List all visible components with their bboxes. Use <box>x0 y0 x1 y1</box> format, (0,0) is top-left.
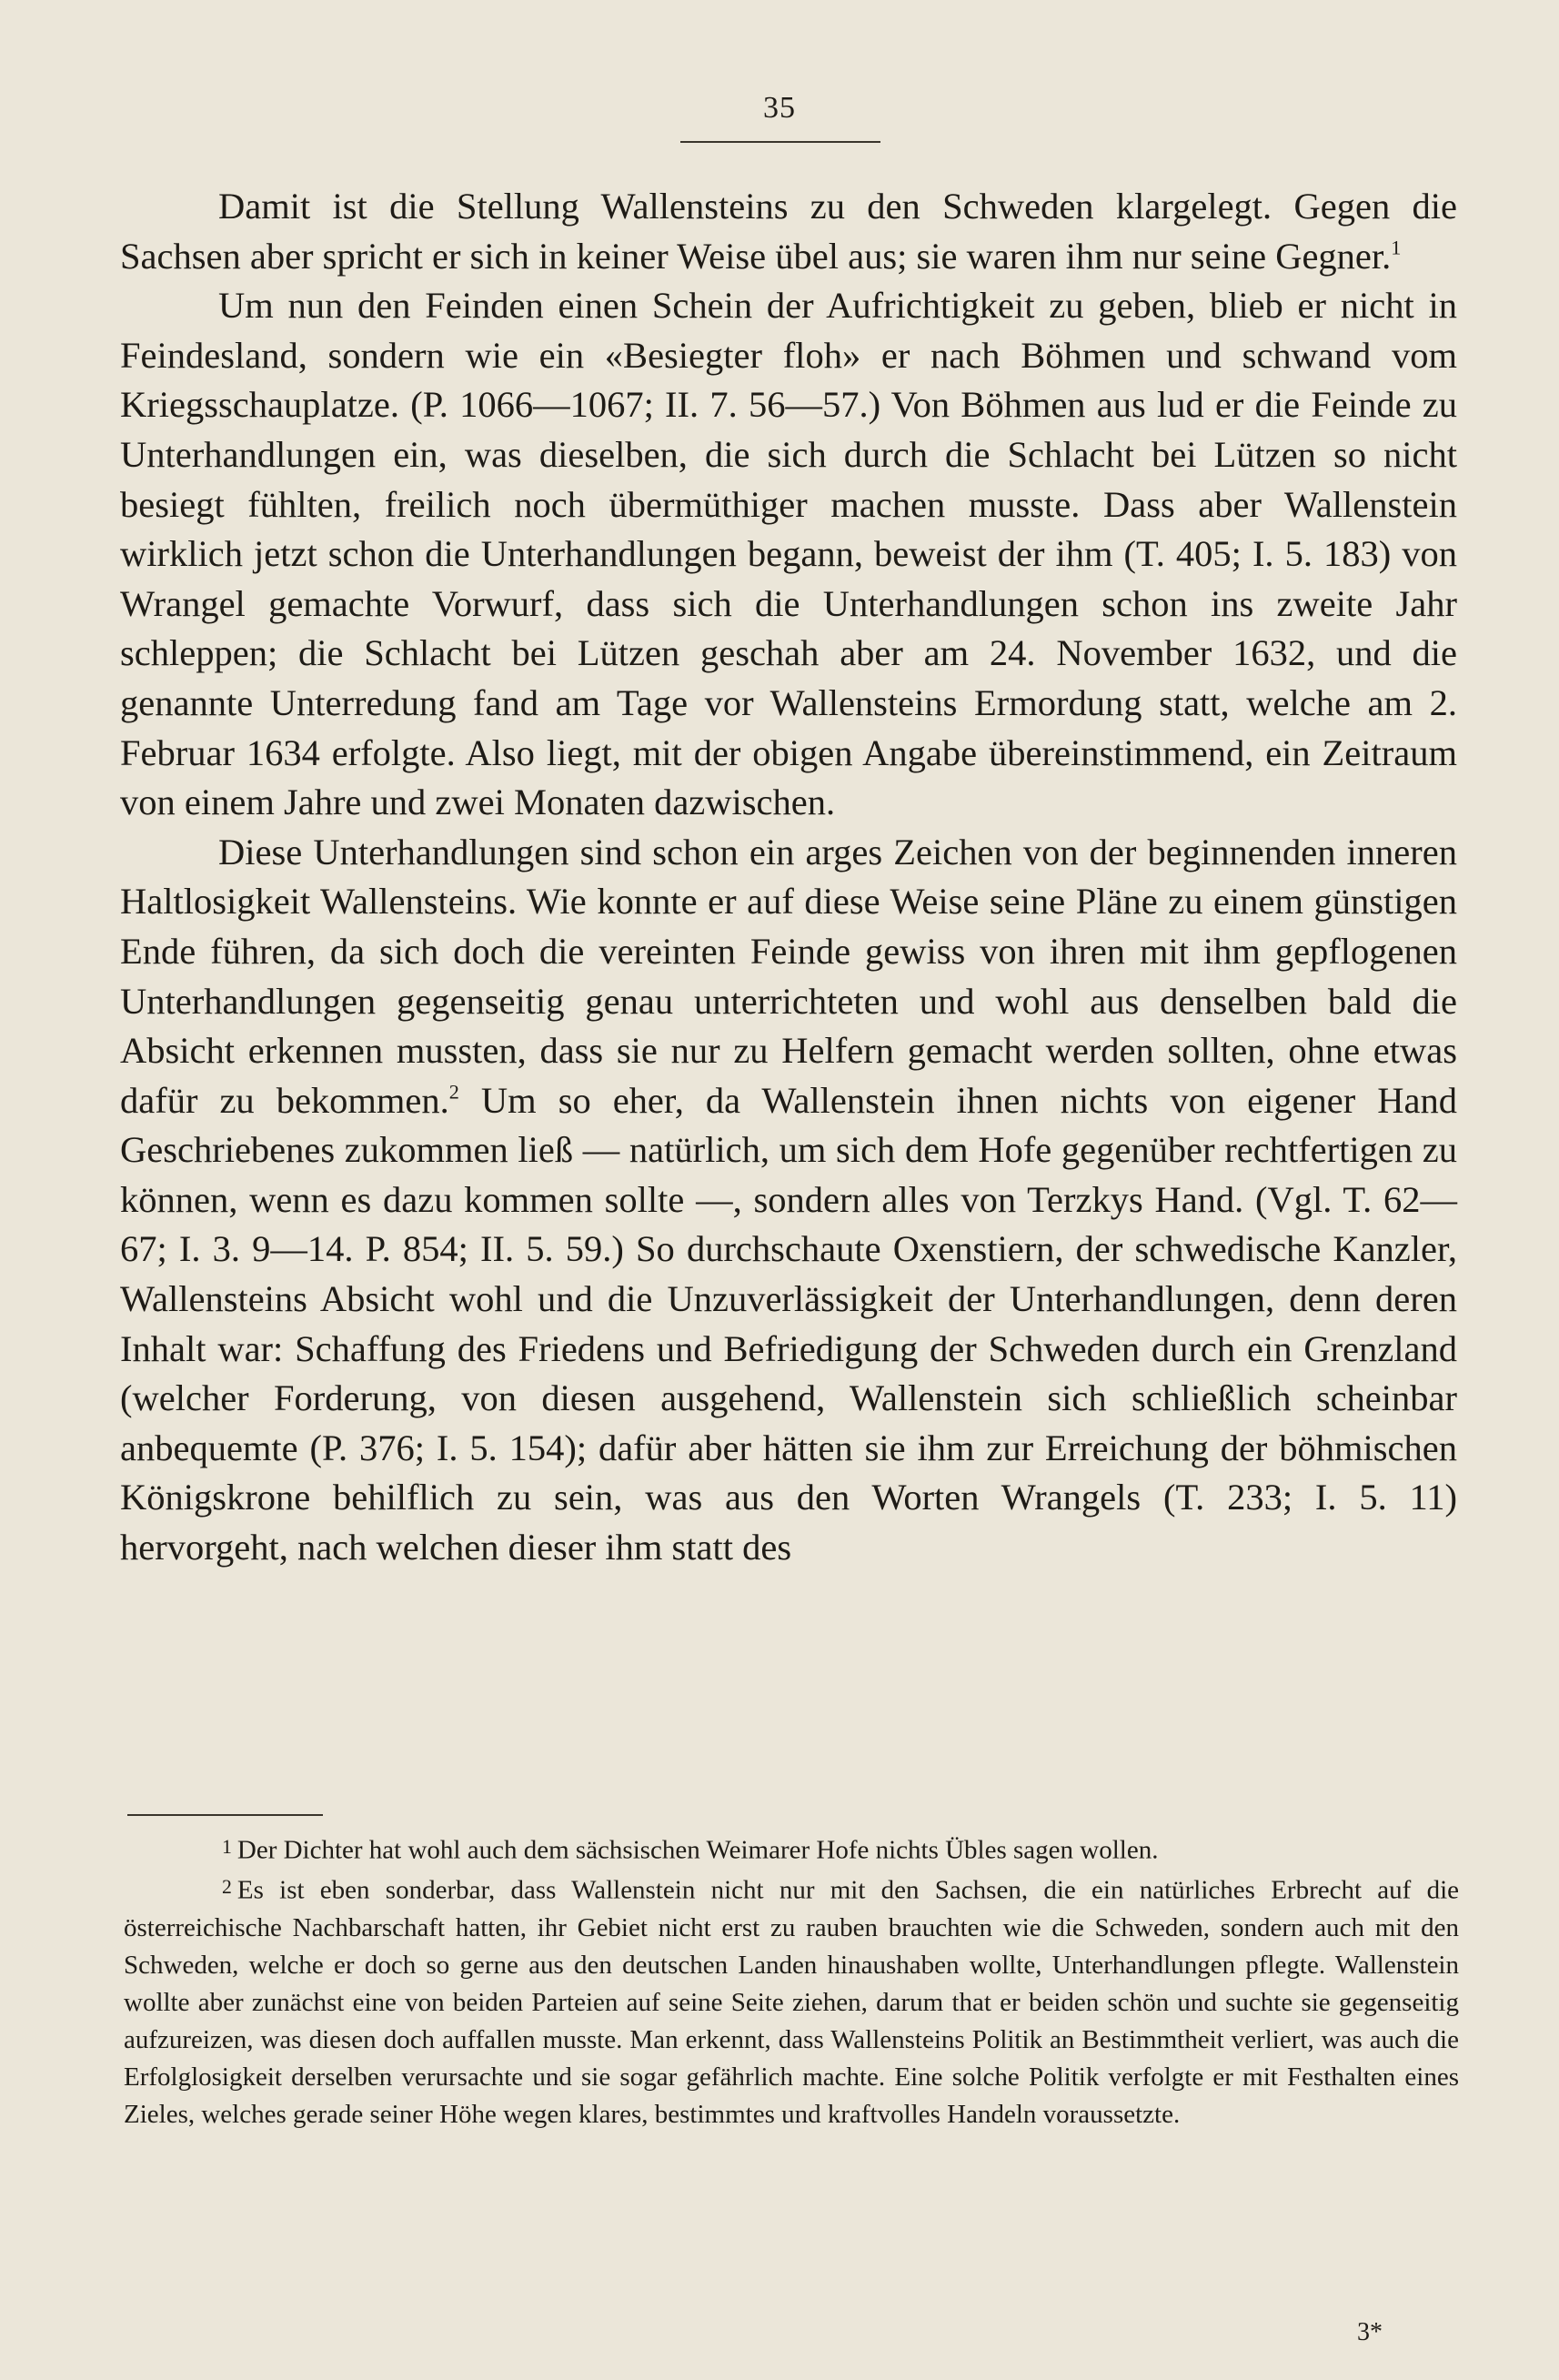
signature-mark: 3* <box>1357 2318 1383 2346</box>
paragraph-3-part-2: Um so eher, da Wallenstein ihnen nichts von eigener Hand Geschriebenes zukommen ließ — natürlich, um sich dem Hofe gegenüber rechtfertigen zu können, wenn es dazu kommen sollte —, sondern alles von Terzkys Hand. (Vgl. T. 62—67; I. 3. 9—14. P. 854; II. 5. 59.) So durchschaute Oxenstiern, der schwedische Kanzler, Wallensteins Absicht wohl und die Unzuverlässigkeit der Unterhandlungen, denn deren Inhalt war: Schaffung des Friedens und Befriedigung der Schweden durch ein Grenzland (welcher Forderung, von diesen ausgehend, Wallenstein sich schließlich scheinbar anbequemte (P. 376; I. 5. 154); dafür aber hätten sie ihm zur Erreichung der böhmischen Königskrone behilflich zu sein, was aus den Worten Wrangels (T. 233; I. 5. 11) hervorgeht, nach welchen dieser ihm statt des <box>120 1079 1457 1568</box>
footnote-rule <box>127 1814 323 1816</box>
footnote-ref-2: 2 <box>448 1080 459 1104</box>
footnote-2-mark: 2 <box>222 1876 232 1899</box>
page-number: 35 <box>763 91 796 125</box>
paragraph-1-text: Damit ist die Stellung Wallensteins zu den Schweden klargelegt. Gegen die Sachsen aber spricht er sich in keiner Weise übel aus; sie waren ihm nur seine Gegner. <box>120 186 1457 277</box>
footnotes <box>124 1829 1459 2133</box>
main-text <box>120 182 1457 1573</box>
header-rule <box>680 141 880 143</box>
footnote-ref-1: 1 <box>1391 236 1402 259</box>
footnote-2-text: Es ist eben sonderbar, dass Wallenstein nicht nur mit den Sachsen, die ein natürliches Erbrecht auf die österreichische Nachbarschaft hatten, ihr Gebiet nicht erst zu rauben brauchten wie die Schweden, sondern auch mit den Schweden, welche er doch so gerne aus den deutschen Landen hinaushaben wollte, Unterhandlungen pflegte. Wallenstein wollte aber zunächst eine von beiden Parteien auf seine Seite ziehen, darum that er beiden schön und suchte sie gegenseitig aufzureizen, was diesen doch auffallen musste. Man erkennt, dass Wallensteins Politik an Bestimmtheit verliert, was auch die Erfolglosigkeit derselben verursachte und sie sogar gefährlich machte. Eine solche Politik verfolgte er mit Festhalten eines Zieles, welches gerade seiner Höhe wegen klares, bestimmtes und kraftvolles Handeln voraussetzte. <box>124 1875 1459 2129</box>
footnote-1 <box>124 1829 1459 1869</box>
paragraph-3-part-1: Diese Unterhandlungen sind schon ein arges Zeichen von der beginnenden inneren Haltlosigkeit Wallensteins. Wie konnte er auf diese Weise seine Pläne zu einem günstigen Ende führen, da sich doch die vereinten Feinde gewiss von ihren mit ihm gepflogenen Unterhandlungen gegenseitig genau unterrichteten und wohl aus denselben bald die Absicht erkennen mussten, dass sie nur zu Helfern gemacht werden sollten, ohne etwas dafür zu bekommen. <box>120 831 1457 1121</box>
footnote-1-mark: 1 <box>222 1836 232 1858</box>
paragraph-1 <box>120 182 1457 281</box>
footnote-2 <box>124 1869 1459 2133</box>
paragraph-2: Um nun den Feinden einen Schein der Aufrichtigkeit zu geben, blieb er nicht in Feindesland, sondern wie ein «Besiegter floh» er nach Böhmen und schwand vom Kriegsschauplatze. (P. 1066—1067; II. 7. 56—57.) Von Böhmen aus lud er die Feinde zu Unterhandlungen ein, was dieselben, die sich durch die Schlacht bei Lützen so nicht besiegt fühlten, freilich noch übermüthiger machen musste. Dass aber Wallenstein wirklich jetzt schon die Unterhandlungen begann, beweist der ihm (T. 405; I. 5. 183) von Wrangel gemachte Vorwurf, dass sich die Unterhandlungen schon ins zweite Jahr schleppen; die Schlacht bei Lützen geschah aber am 24. November 1632, und die genannte Unterredung fand am Tage vor Wallensteins Ermordung statt, welche am 2. Februar 1634 erfolgte. Also liegt, mit der obigen Angabe übereinstimmend, ein Zeitraum von einem Jahre und zwei Monaten dazwischen. <box>120 285 1457 823</box>
footnote-1-text: Der Dichter hat wohl auch dem sächsischen Weimarer Hofe nichts Übles sagen wollen. <box>236 1835 1159 1865</box>
paragraph-3 <box>120 828 1457 1573</box>
